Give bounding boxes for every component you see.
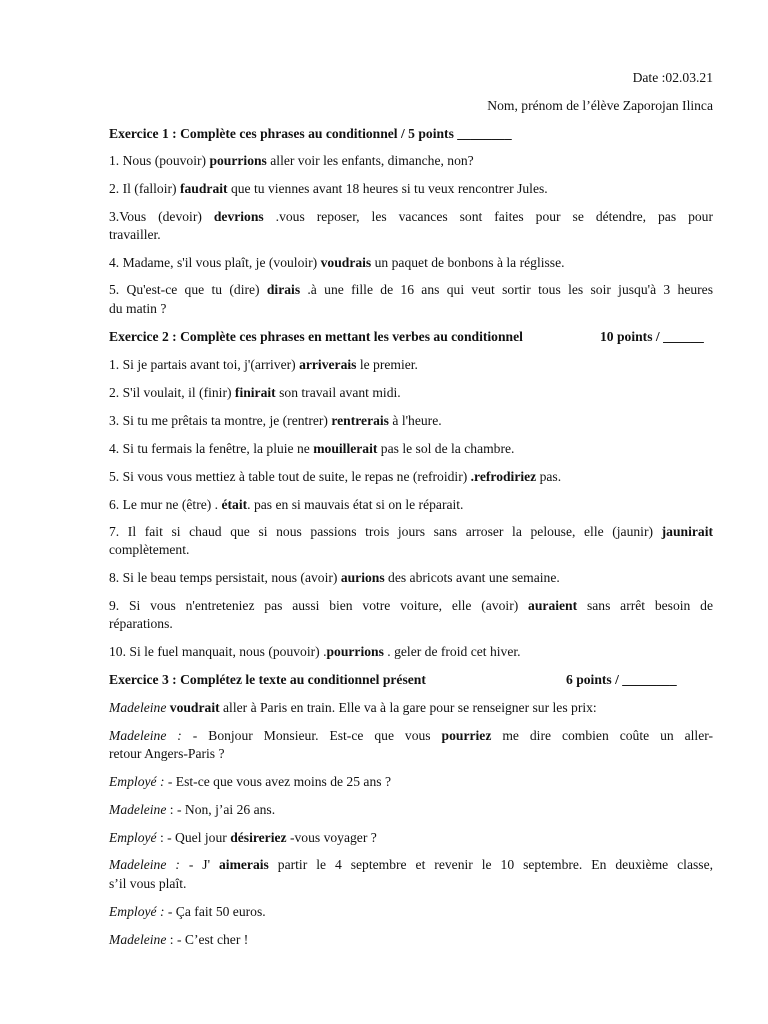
answer: pourrions xyxy=(326,644,384,659)
speaker: Madeleine xyxy=(109,700,167,715)
ex3-line-6: Madeleine : - J' aimerais partir le 4 septembre et revenir le 10 septembre. En deuxième classe, xyxy=(109,857,713,872)
answer: pourriez xyxy=(441,728,492,743)
student-name: Nom, prénom de l’élève Zaporojan Ilinca xyxy=(487,98,713,113)
answer: mouillerait xyxy=(313,441,378,456)
ex2-sentence-9: 9. Si vous n'entreteniez pas aussi bien votre voiture, elle (avoir) auraient sans arrêt besoin de xyxy=(109,598,713,613)
ex2-sentence-1: 1. Si je partais avant toi, j'(arriver) arriverais le premier. xyxy=(109,357,418,372)
ex2-sentence-7: 7. Il fait si chaud que si nous passions trois jours sans arroser la pelouse, elle (jaunir) jaunirait xyxy=(109,524,713,539)
speaker: Madeleine : xyxy=(109,857,180,872)
ex1-sentence-1: 1. Nous (pouvoir) pourrions aller voir les enfants, dimanche, non? xyxy=(109,153,474,168)
exercise-2-points: 10 points / ______ xyxy=(600,329,704,344)
date: Date :02.03.21 xyxy=(632,70,713,85)
answer: dirais xyxy=(266,282,301,297)
speaker: Madeleine xyxy=(109,802,167,817)
answer: arriverais xyxy=(299,357,357,372)
ex1-sentence-4: 4. Madame, s'il vous plaît, je (vouloir) voudrais un paquet de bonbons à la réglisse. xyxy=(109,255,565,270)
ex1-sentence-5: 5. Qu'est-ce que tu (dire) dirais .à une fille de 16 ans qui veut sortir tous les soir jusqu'à 3 heures xyxy=(109,282,713,297)
exercise-1-title: Exercice 1 : Complète ces phrases au conditionnel / 5 points ________ xyxy=(109,126,512,141)
answer: jaunirait xyxy=(661,524,713,539)
ex2-sentence-6: 6. Le mur ne (être) . était. pas en si mauvais état si on le réparait. xyxy=(109,497,464,512)
answer: aurions xyxy=(340,570,385,585)
speaker: Employé xyxy=(109,830,157,845)
ex2-sentence-4: 4. Si tu fermais la fenêtre, la pluie ne mouillerait pas le sol de la chambre. xyxy=(109,441,515,456)
answer: auraient xyxy=(528,598,578,613)
ex2-sentence-10: 10. Si le fuel manquait, nous (pouvoir) .pourrions . geler de froid cet hiver. xyxy=(109,644,521,659)
ex1-sentence-3-cont: travailler. xyxy=(109,227,161,242)
answer: devrions xyxy=(213,209,264,224)
answer: voudrais xyxy=(320,255,372,270)
answer: finirait xyxy=(234,385,276,400)
answer: faudrait xyxy=(179,181,228,196)
ex3-line-4: Madeleine : - Non, j’ai 26 ans. xyxy=(109,802,276,817)
ex3-line-6-cont: s’il vous plaît. xyxy=(109,876,187,891)
ex3-line-5: Employé : - Quel jour désireriez -vous voyager ? xyxy=(109,830,377,845)
ex3-line-7: Employé : - Ça fait 50 euros. xyxy=(109,904,266,919)
ex1-sentence-5-cont: du matin ? xyxy=(109,301,167,316)
ex2-sentence-8: 8. Si le beau temps persistait, nous (avoir) aurions des abricots avant une semaine. xyxy=(109,570,560,585)
ex1-sentence-2: 2. Il (falloir) faudrait que tu viennes avant 18 heures si tu veux rencontrer Jules. xyxy=(109,181,548,196)
ex3-line-1: Madeleine voudrait aller à Paris en train. Elle va à la gare pour se renseigner sur les prix: xyxy=(109,700,597,715)
answer: désireriez xyxy=(230,830,287,845)
speaker: Employé : xyxy=(109,774,165,789)
answer: était xyxy=(221,497,248,512)
answer: pourrions xyxy=(209,153,267,168)
ex2-sentence-2: 2. S'il voulait, il (finir) finirait son travail avant midi. xyxy=(109,385,401,400)
exercise-3-points: 6 points / ________ xyxy=(566,672,677,687)
speaker: Madeleine xyxy=(109,932,167,947)
answer: voudrait xyxy=(166,700,220,715)
ex2-sentence-7-cont: complètement. xyxy=(109,542,190,557)
answer: .refrodiriez xyxy=(470,469,537,484)
ex3-line-2-cont: retour Angers-Paris ? xyxy=(109,746,225,761)
answer: rentrerais xyxy=(331,413,389,428)
exercise-2-title: Exercice 2 : Complète ces phrases en mettant les verbes au conditionnel 10 points / ______ xyxy=(109,328,713,347)
speaker: Employé : xyxy=(109,904,165,919)
exercise-3-title: Exercice 3 : Complétez le texte au conditionnel présent 6 points / ________ xyxy=(109,671,713,690)
ex3-line-3: Employé : - Est-ce que vous avez moins de 25 ans ? xyxy=(109,774,391,789)
ex3-line-8: Madeleine : - C’est cher ! xyxy=(109,932,249,947)
ex2-sentence-5: 5. Si vous vous mettiez à table tout de suite, le repas ne (refroidir) .refrodiriez pas. xyxy=(109,469,562,484)
ex2-sentence-3: 3. Si tu me prêtais ta montre, je (rentrer) rentrerais à l'heure. xyxy=(109,413,442,428)
answer: aimerais xyxy=(219,857,269,872)
ex3-line-2: Madeleine : - Bonjour Monsieur. Est-ce que vous pourriez me dire combien coûte un aller- xyxy=(109,728,714,743)
ex1-sentence-3: 3.Vous (devoir) devrions .vous reposer, les vacances sont faites pour se détendre, pas pour xyxy=(109,209,713,224)
ex2-sentence-9-cont: réparations. xyxy=(109,616,173,631)
speaker: Madeleine : xyxy=(109,728,182,743)
